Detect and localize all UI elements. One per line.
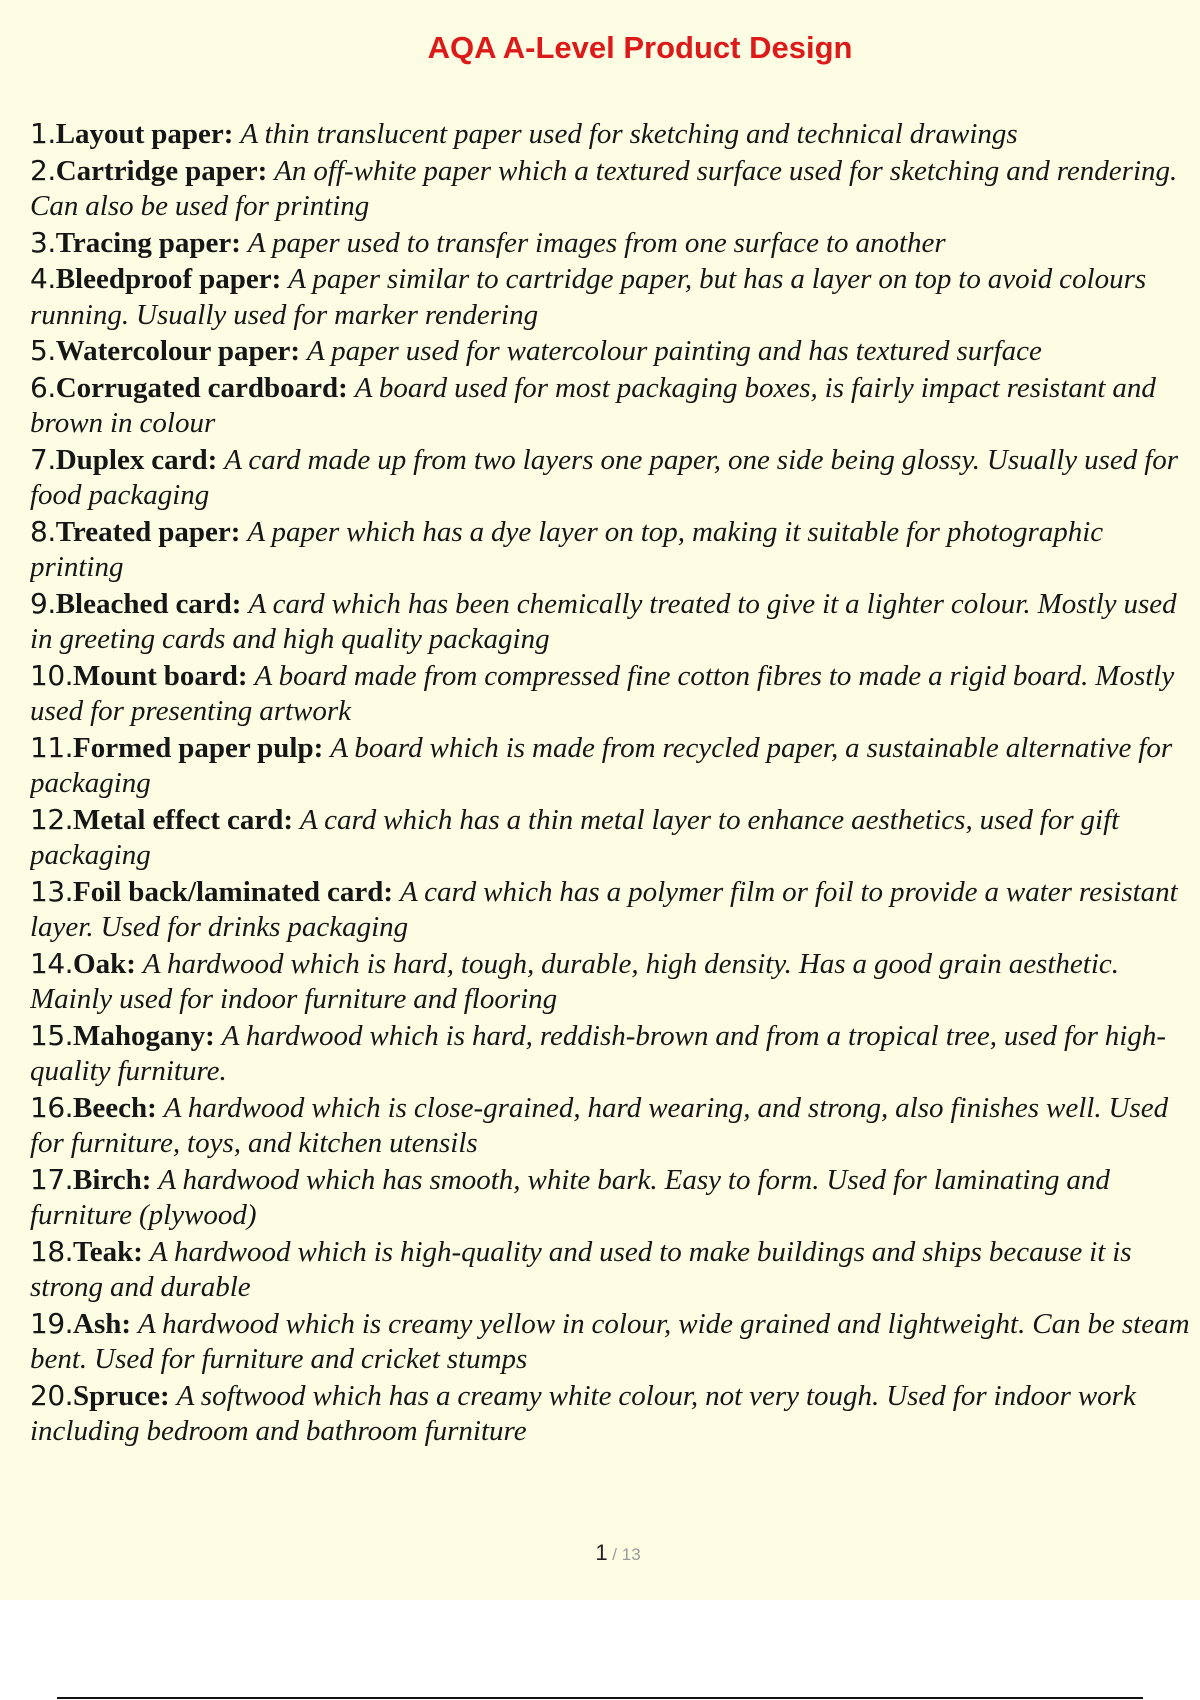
entry-term: Spruce: bbox=[73, 1379, 170, 1412]
entry-term: Mahogany: bbox=[73, 1019, 215, 1052]
entry-definition: A hardwood which is hard, tough, durable, high density. Has a good grain aesthetic. Mainly used for indoor furniture and flooring bbox=[30, 947, 1120, 1015]
glossary-entry bbox=[30, 442, 1196, 514]
entry-number: 19. bbox=[30, 1306, 74, 1340]
entry-number: 1. bbox=[30, 117, 56, 150]
entry-term: Formed paper pulp: bbox=[73, 731, 324, 764]
page-indicator bbox=[0, 1540, 1200, 1566]
entry-term: Mount board: bbox=[73, 659, 248, 692]
glossary-entry bbox=[30, 658, 1196, 730]
entry-definition: A paper used for watercolour painting and has textured surface bbox=[306, 335, 1042, 367]
entry-number: 9. bbox=[30, 586, 56, 620]
entry-term: Duplex card: bbox=[55, 443, 218, 476]
glossary-entry bbox=[30, 1018, 1196, 1090]
next-page-top-edge bbox=[57, 1697, 1143, 1699]
entry-number: 8. bbox=[30, 514, 56, 548]
entry-number: 20. bbox=[30, 1378, 74, 1412]
glossary-entry bbox=[30, 116, 1196, 153]
entry-number: 17. bbox=[30, 1162, 74, 1196]
entry-definition: A hardwood which is high-quality and used to make buildings and ships because it is strong and durable bbox=[30, 1235, 1132, 1303]
entry-number: 4. bbox=[30, 262, 56, 295]
glossary-entry bbox=[30, 586, 1196, 658]
current-page-number: 1 bbox=[595, 1540, 608, 1565]
entry-term: Oak: bbox=[73, 947, 136, 980]
entry-definition: A paper used to transfer images from one surface to another bbox=[247, 226, 946, 259]
entry-number: 2. bbox=[30, 153, 56, 187]
glossary-entry bbox=[30, 730, 1196, 802]
entry-definition: A softwood which has a creamy white colour, not very tough. Used for indoor work including bedroom and bathroom furniture bbox=[30, 1379, 1136, 1447]
document-title: AQA A-Level Product Design bbox=[427, 30, 853, 65]
entry-definition: A hardwood which is close-grained, hard wearing, and strong, also finishes well. Used for furniture, toys, and kitchen utensils bbox=[30, 1091, 1169, 1159]
entry-definition: A board used for most packaging boxes, is fairly impact resistant and brown in colour bbox=[30, 371, 1156, 439]
entry-definition: A hardwood which is creamy yellow in colour, wide grained and lightweight. Can be steam bent. Used for furniture and cricket stumps bbox=[30, 1307, 1190, 1375]
entry-definition: A card which has been chemically treated to give it a lighter colour. Mostly used in greeting cards and high quality packaging bbox=[30, 587, 1177, 655]
entry-definition: A paper similar to cartridge paper, but has a layer on top to avoid colours running. Usually used for marker rendering bbox=[30, 263, 1147, 331]
entry-term: Corrugated cardboard: bbox=[55, 371, 348, 404]
entry-term: Cartridge paper: bbox=[55, 154, 268, 187]
glossary-entry bbox=[30, 1378, 1196, 1450]
entry-definition: A hardwood which has smooth, white bark. Easy to form. Used for laminating and furniture (plywood) bbox=[30, 1163, 1110, 1231]
total-pages: / 13 bbox=[607, 1545, 641, 1564]
entry-definition: A hardwood which is hard, reddish-brown and from a tropical tree, used for high-quality furniture. bbox=[30, 1019, 1167, 1087]
entry-definition: A thin translucent paper used for sketching and technical drawings bbox=[240, 118, 1018, 150]
glossary-entry bbox=[30, 1090, 1196, 1162]
entry-number: 7. bbox=[30, 442, 56, 476]
glossary-entry bbox=[30, 153, 1196, 225]
entry-number: 6. bbox=[30, 370, 56, 404]
entry-number: 13. bbox=[30, 874, 74, 908]
glossary-entry bbox=[30, 874, 1196, 946]
glossary-entry bbox=[30, 225, 1196, 262]
entry-definition: A card which has a polymer film or foil to provide a water resistant layer. Used for drinks packaging bbox=[30, 875, 1178, 943]
entry-term: Layout paper: bbox=[55, 118, 234, 150]
glossary-entry bbox=[30, 1234, 1196, 1306]
entry-number: 11. bbox=[30, 730, 74, 764]
entry-definition: A paper which has a dye layer on top, making it suitable for photographic printing bbox=[30, 515, 1104, 583]
entry-definition: A card which has a thin metal layer to enhance aesthetics, used for gift packaging bbox=[30, 803, 1120, 871]
glossary-list bbox=[30, 116, 1196, 1450]
entry-number: 16. bbox=[30, 1090, 74, 1124]
entry-definition: A card made up from two layers one paper, one side being glossy. Usually used for food packaging bbox=[30, 443, 1179, 511]
entry-term: Foil back/laminated card: bbox=[73, 875, 394, 908]
entry-number: 12. bbox=[30, 802, 74, 836]
entry-term: Treated paper: bbox=[55, 515, 241, 548]
glossary-entry bbox=[30, 802, 1196, 874]
glossary-entry bbox=[30, 333, 1196, 370]
entry-number: 5. bbox=[30, 334, 56, 367]
entry-term: Watercolour paper: bbox=[55, 335, 301, 367]
entry-definition: An off-white paper which a textured surface used for sketching and rendering. Can also be used for printing bbox=[30, 154, 1178, 222]
entry-term: Metal effect card: bbox=[73, 803, 294, 836]
entry-definition: A board which is made from recycled paper, a sustainable alternative for packaging bbox=[30, 731, 1173, 799]
entry-number: 14. bbox=[30, 946, 74, 980]
entry-term: Bleedproof paper: bbox=[55, 263, 282, 295]
glossary-entry bbox=[30, 946, 1196, 1018]
entry-term: Bleached card: bbox=[55, 587, 242, 620]
entry-term: Ash: bbox=[73, 1307, 132, 1340]
entry-number: 3. bbox=[30, 225, 56, 259]
entry-term: Beech: bbox=[73, 1091, 157, 1124]
glossary-entry bbox=[30, 514, 1196, 586]
entry-number: 10. bbox=[30, 658, 74, 692]
glossary-entry bbox=[30, 1162, 1196, 1234]
entry-term: Tracing paper: bbox=[55, 226, 241, 259]
entry-term: Teak: bbox=[73, 1235, 143, 1268]
glossary-entry bbox=[30, 1306, 1196, 1378]
entry-term: Birch: bbox=[73, 1163, 152, 1196]
glossary-entry bbox=[30, 370, 1196, 442]
entry-definition: A board made from compressed fine cotton fibres to made a rigid board. Mostly used for presenting artwork bbox=[30, 659, 1175, 727]
entry-number: 18. bbox=[30, 1234, 74, 1268]
entry-number: 15. bbox=[30, 1018, 74, 1052]
glossary-entry bbox=[30, 261, 1196, 333]
